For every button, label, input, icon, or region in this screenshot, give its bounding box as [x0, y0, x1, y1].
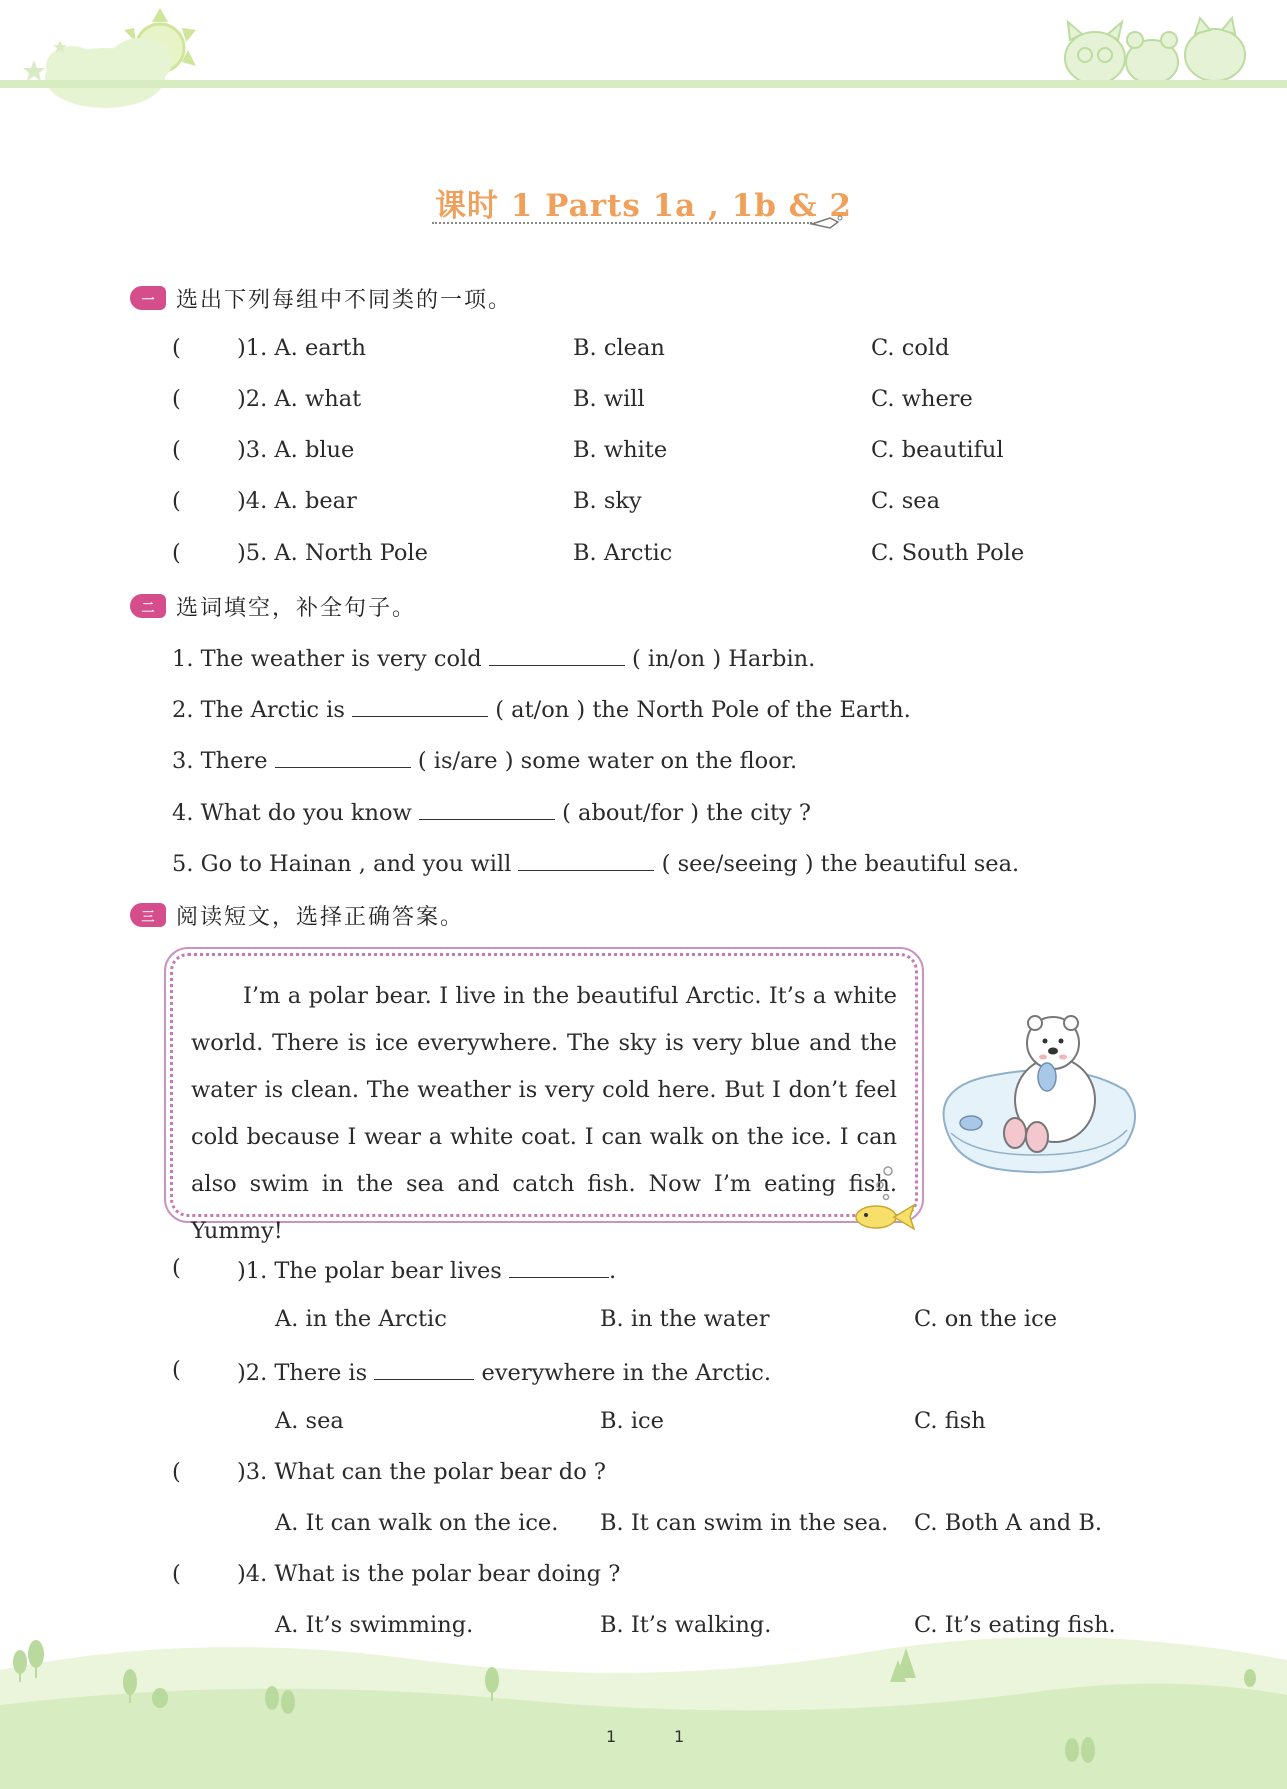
fish-icon [848, 1165, 920, 1235]
answer-paren[interactable]: ( [172, 1561, 181, 1587]
page-number-right: 1 [674, 1727, 685, 1746]
section2-badge: 二 [130, 594, 166, 618]
section1-header [130, 281, 512, 315]
section3-header [130, 898, 464, 932]
fill-blank[interactable] [518, 848, 654, 871]
answer-paren[interactable]: ( [172, 540, 181, 566]
fill-blank[interactable] [352, 694, 488, 717]
fill-blank[interactable] [489, 643, 625, 666]
answer-paren[interactable]: ( [172, 1255, 181, 1281]
section2-header [130, 589, 416, 623]
section3-title: 阅读短文，选择正确答案。 [176, 904, 465, 930]
answer-paren[interactable]: ( [172, 437, 181, 463]
fill-blank[interactable] [275, 745, 411, 768]
title-underline [432, 222, 812, 224]
section3-badge: 三 [130, 903, 166, 927]
cloud-icon [45, 38, 172, 108]
list-item: 1. The weather is very cold ( in/on ) Harbin. [172, 643, 815, 672]
page-number-left: 1 [606, 1727, 617, 1746]
section2-title: 选词填空，补全句子。 [176, 595, 417, 621]
list-item: 3. There ( is/are ) some water on the floor. [172, 745, 797, 774]
answer-paren[interactable]: ( [172, 488, 181, 514]
section1-title: 选出下列每组中不同类的一项。 [176, 287, 513, 313]
list-item: 2. The Arctic is ( at/on ) the North Pole of the Earth. [172, 694, 911, 723]
header-decoration [0, 0, 1287, 130]
lesson-title: 课时 1 Parts 1a , 1b & 2 [434, 188, 853, 224]
title-container [0, 180, 1287, 225]
polar-bear-illustration [935, 1005, 1145, 1185]
list-item: 4. What do you know ( about/for ) the city ? [172, 797, 811, 826]
answer-paren[interactable]: ( [172, 1357, 181, 1383]
bird-icon [808, 210, 844, 236]
section1-badge: 一 [130, 286, 166, 310]
fill-blank[interactable] [374, 1357, 474, 1380]
answer-paren[interactable]: ( [172, 335, 181, 361]
fill-blank[interactable] [509, 1255, 609, 1278]
reading-passage: I’m a polar bear. I live in the beautiful Arctic. It’s a white world. There is ice everywhere. The sky is very blue and the water is clean. The weather is very cold here. But I don’t feel cold because I wear a white coat. I can walk on the ice. I can also swim in the sea and catch fish. Now I’m eating fish. Yummy! [191, 983, 897, 1244]
answer-paren[interactable]: ( [172, 1459, 181, 1485]
fill-blank[interactable] [419, 797, 555, 820]
bottom-hills-decoration [0, 1590, 1287, 1789]
list-item: 5. Go to Hainan , and you will ( see/seeing ) the beautiful sea. [172, 848, 1019, 877]
answer-paren[interactable]: ( [172, 386, 181, 412]
header-rule [0, 80, 1287, 88]
animal-faces-icon [1065, 18, 1245, 84]
